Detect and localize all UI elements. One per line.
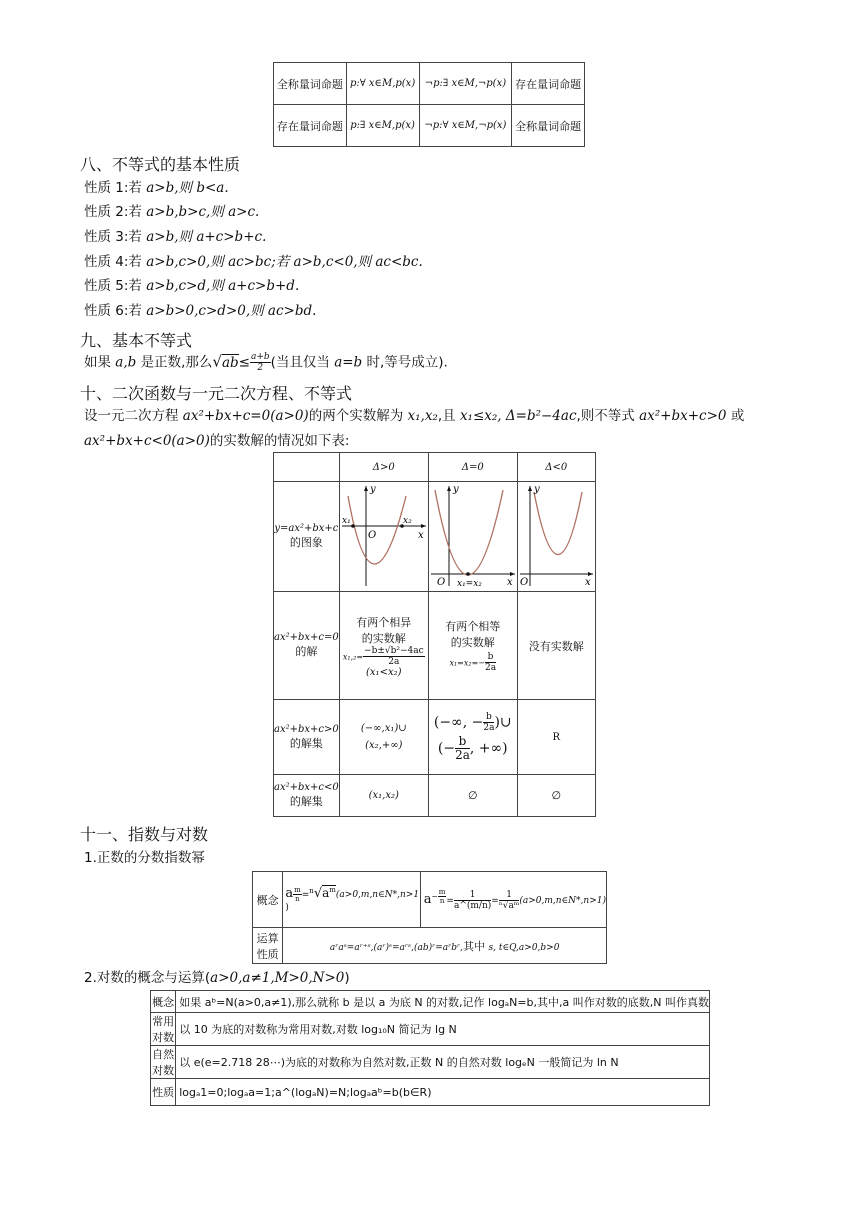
- fraction: [250, 352, 271, 373]
- property-label: 性质 3:若: [84, 229, 147, 245]
- math: x₁≤x₂, Δ=b²−4ac: [459, 408, 577, 424]
- fraction: [455, 735, 470, 762]
- table-cell: 存在量词命题: [274, 105, 347, 147]
- table-cell: 如果 aᵇ=N(a>0,a≠1),那么就称 b 是以 a 为底 N 的对数,记作 logₐN=b,其中,a 叫作对数的底数,N 叫作真数: [176, 991, 710, 1013]
- formula-prefix: x₁=x₂=−: [449, 658, 485, 668]
- table-cell: [420, 872, 606, 928]
- frac-den: 2a: [455, 748, 470, 762]
- table-cell: [339, 592, 428, 700]
- frac-den: n: [439, 897, 445, 906]
- radicand-base: a: [322, 886, 330, 900]
- text: 时,等号成立).: [362, 354, 448, 371]
- table-cell: [283, 872, 420, 928]
- table-cell: logₐ1=0;logₐa=1;a^(logₐN)=N;logₐaᵇ=b(b∈R): [176, 1079, 710, 1106]
- parabola-no-root-graph: [518, 482, 595, 588]
- minus-sign: −: [431, 891, 438, 901]
- text: (当且仅当: [270, 354, 335, 371]
- math: a=b: [334, 354, 363, 371]
- parabola-two-roots-graph: [340, 482, 428, 588]
- table-row: [253, 872, 607, 928]
- graph-cell-negative: [517, 482, 595, 592]
- table-cell: 性质: [151, 1079, 176, 1106]
- fraction: [454, 890, 491, 911]
- formula-prefix: x₁,₂=: [342, 652, 364, 661]
- table-cell: Δ>0: [339, 453, 428, 482]
- ops-cond: s, t∈Q,a>0,b>0: [488, 942, 560, 953]
- text: ,且: [437, 408, 460, 424]
- table-row: [151, 991, 710, 1013]
- table-cell: ∅: [428, 775, 517, 817]
- graph-cell-zero: [428, 482, 517, 592]
- ops-text: 其中: [463, 939, 489, 953]
- table-cell: 概念: [151, 991, 176, 1013]
- condition: (a>0,m,n∈N*,n>1: [335, 890, 420, 900]
- table-row: [151, 1013, 710, 1046]
- frac-den: n: [295, 895, 300, 903]
- table-row: [151, 1079, 710, 1106]
- interval-part: , +∞): [469, 740, 508, 757]
- text: ,则不等式: [576, 408, 640, 424]
- frac-num: 1: [454, 890, 491, 901]
- table-cell: (x₁,x₂): [339, 775, 428, 817]
- radicand-exp: m: [329, 886, 336, 894]
- ops-math: aʳaˢ=aʳ⁺ˢ,(aʳ)ˢ=aʳˢ,(ab)ʳ=aʳbʳ,: [329, 942, 463, 953]
- interval-part: )∪: [494, 714, 512, 731]
- root-x2-label: x₂: [402, 516, 412, 526]
- table-row: [274, 453, 596, 482]
- property-1: [84, 179, 229, 197]
- radicand: [322, 885, 336, 900]
- property-math: a>b,则 a+c>b+c.: [146, 229, 267, 245]
- section-10-title: 十、二次函数与一元二次方程、不等式: [80, 384, 353, 403]
- text: ): [344, 970, 350, 986]
- frac-num: −b±√b²−4ac: [364, 645, 424, 656]
- frac-num: a+b: [250, 352, 270, 362]
- table-cell: 运算性质: [253, 928, 283, 964]
- exponent-table: [252, 871, 607, 964]
- section-10-intro-1: [84, 407, 744, 425]
- property-math: a>b>0,c>d>0,则 ac>bd.: [146, 303, 317, 319]
- row-label: ax²+bx+c<0: [274, 782, 339, 793]
- table-row: [151, 1046, 710, 1079]
- table-cell: ∅: [517, 775, 595, 817]
- table-cell: 自然对数: [151, 1046, 176, 1079]
- sqrt-radicand: ab: [221, 354, 239, 371]
- origin-label: O: [367, 530, 376, 541]
- log-table: [150, 990, 710, 1106]
- table-cell: R: [517, 700, 595, 775]
- frac-num: b: [485, 652, 496, 663]
- table-cell: [274, 482, 340, 592]
- axis-y-label: y: [452, 484, 459, 495]
- property-label: 性质 4:若: [84, 254, 147, 270]
- subsection-1-title: 1.正数的分数指数幂: [84, 850, 205, 866]
- eq-sign: =: [491, 895, 499, 906]
- property-math: a>b,b>c,则 a>c.: [146, 204, 260, 220]
- property-math: a>b,则 b<a.: [146, 180, 229, 196]
- parabola-one-root-graph: [429, 482, 517, 588]
- math: ax²+bx+c=0(a>0): [182, 408, 309, 424]
- interval-part: (−∞, −: [433, 714, 484, 731]
- base: a: [423, 891, 432, 907]
- fraction: [293, 886, 302, 903]
- text: 的两个实数解为: [308, 408, 408, 424]
- property-3: [84, 228, 266, 246]
- text: 的实数解的情况如下表:: [209, 433, 350, 449]
- section-11-title: 十一、指数与对数: [80, 825, 209, 844]
- table-row: [274, 700, 596, 775]
- row-label: 的解集: [289, 795, 323, 808]
- table-cell: p:∃ x∈M,p(x): [346, 105, 419, 147]
- row-label: 的图象: [289, 536, 323, 549]
- row-label: ax²+bx+c>0: [274, 723, 339, 735]
- cell-text: 的实数解: [450, 636, 495, 649]
- fraction: [499, 890, 520, 911]
- property-label: 性质 1:若: [84, 180, 147, 196]
- positive-exp-def: [285, 886, 420, 903]
- base: a: [285, 886, 294, 901]
- cell-text: (x₂,+∞): [365, 740, 403, 751]
- property-math: a>b,c>d,则 a+c>b+d.: [146, 278, 300, 294]
- text: 2.对数的概念与运算(: [84, 970, 211, 986]
- property-math: a>b,c>0,则 ac>bc;若 a>b,c<0,则 ac<bc.: [146, 254, 423, 270]
- text: 或: [726, 408, 745, 424]
- leq-sign: ≤: [238, 354, 250, 371]
- row-label: 的解集: [289, 736, 323, 750]
- interval-right: [429, 735, 517, 762]
- table-cell: [274, 592, 340, 700]
- table-row: [274, 482, 596, 592]
- frac-den: a^(m/n): [453, 900, 492, 911]
- table-cell: [283, 928, 607, 964]
- sqrt-sign: √: [212, 352, 222, 371]
- property-label: 性质 2:若: [84, 204, 147, 220]
- fraction: [483, 712, 494, 733]
- frac-num: 1: [499, 890, 520, 901]
- axis-y-label: y: [369, 484, 376, 495]
- table-cell: [339, 700, 428, 775]
- cell-text: 的实数解: [361, 631, 406, 645]
- quadratic-table: [273, 452, 596, 817]
- cell-text: (−∞,x₁)∪: [360, 723, 407, 734]
- fraction: [485, 652, 496, 673]
- condition: (a>0,m,n∈N*,n>1): [519, 895, 606, 906]
- row-label: ax²+bx+c=0: [274, 632, 339, 643]
- table-cell: 没有实数解: [517, 592, 595, 700]
- table-cell: [274, 775, 340, 817]
- axis-y-label: y: [533, 484, 540, 495]
- frac-num: m: [438, 888, 446, 897]
- table-cell: p:∀ x∈M,p(x): [346, 63, 419, 105]
- table-cell: 全称量词命题: [512, 105, 585, 147]
- table-cell: 全称量词命题: [274, 63, 347, 105]
- origin-label: O: [436, 577, 445, 588]
- frac-den: 2a: [388, 656, 400, 667]
- cell-text: 有两个相异: [356, 615, 412, 629]
- text: 如果: [84, 354, 116, 371]
- eq-sign: =: [446, 895, 454, 906]
- math: ax²+bx+c>0: [639, 408, 727, 424]
- section-10-intro-2: [84, 432, 349, 450]
- table-cell: 常用对数: [151, 1013, 176, 1046]
- close-paren: ): [285, 903, 289, 913]
- frac-den: 2a: [483, 723, 495, 733]
- row-label: 的解: [295, 645, 318, 658]
- table-cell: 以 10 为底的对数称为常用对数,对数 log₁₀N 简记为 lg N: [176, 1013, 710, 1046]
- property-4: [84, 253, 423, 271]
- axis-x-label: x: [584, 577, 591, 588]
- table-cell: [428, 700, 517, 775]
- property-label: 性质 5:若: [84, 278, 147, 294]
- interval-left: [429, 712, 517, 733]
- text: 是正数,那么: [136, 354, 213, 371]
- table-cell: Δ<0: [517, 453, 595, 482]
- table-cell: [428, 592, 517, 700]
- frac-num: b: [483, 712, 494, 723]
- quantifier-table: [273, 62, 585, 147]
- cell-text: (x₁<x₂): [366, 666, 402, 678]
- subsection-2-title: [84, 969, 350, 987]
- frac-den: ⁿ√aᵐ: [498, 900, 520, 911]
- table-cell: 存在量词命题: [512, 63, 585, 105]
- frac-den: 2: [257, 363, 264, 373]
- table-cell: [274, 453, 340, 482]
- math: x₁,x₂: [407, 408, 438, 424]
- negative-exp-def: [423, 888, 606, 911]
- property-6: [84, 302, 316, 320]
- quadratic-formula: [340, 646, 428, 667]
- section-9-title: 九、基本不等式: [80, 331, 193, 350]
- table-row: [274, 63, 585, 105]
- axis-x-label: x: [506, 577, 513, 588]
- double-root-label: x₁=x₂: [456, 579, 482, 588]
- section-8-title: 八、不等式的基本性质: [80, 155, 241, 174]
- table-cell: [274, 700, 340, 775]
- basic-inequality: [84, 352, 448, 373]
- exponent: [431, 888, 446, 906]
- table-row: [274, 105, 585, 147]
- table-cell: 以 e(e=2.718 28⋯)为底的对数称为自然对数,正数 N 的自然对数 logₑN 一般简记为 ln N: [176, 1046, 710, 1079]
- origin-label: O: [519, 577, 528, 588]
- math: a>0,a≠1,M>0,N>0: [210, 970, 345, 986]
- table-cell: Δ=0: [428, 453, 517, 482]
- table-row: [274, 592, 596, 700]
- math: ax²+bx+c<0(a>0): [84, 433, 210, 449]
- row-label: y=ax²+bx+c: [274, 523, 339, 534]
- table-cell: ¬p:∀ x∈M,¬p(x): [419, 105, 512, 147]
- root-index: n: [309, 887, 314, 895]
- frac-num: m: [294, 886, 301, 894]
- double-root-formula: [429, 652, 517, 673]
- table-row: [274, 775, 596, 817]
- fraction: [363, 646, 425, 667]
- property-5: [84, 277, 299, 295]
- frac-num: b: [455, 735, 470, 749]
- property-2: [84, 203, 259, 221]
- table-cell: ¬p:∃ x∈M,¬p(x): [419, 63, 512, 105]
- interval-part: (−: [437, 740, 456, 757]
- eq-sign: =: [301, 890, 310, 900]
- root-x1-label: x₁: [341, 516, 351, 526]
- math: a,b: [115, 354, 137, 371]
- sqrt-sign: √: [313, 886, 323, 901]
- table-cell: 概念: [253, 872, 283, 928]
- cell-text: 有两个相等: [445, 620, 501, 633]
- graph-cell-positive: [339, 482, 428, 592]
- text: 设一元二次方程: [84, 408, 183, 424]
- frac-den: 2a: [484, 663, 497, 673]
- axis-x-label: x: [417, 530, 424, 541]
- table-row: [253, 928, 607, 964]
- property-label: 性质 6:若: [84, 303, 147, 319]
